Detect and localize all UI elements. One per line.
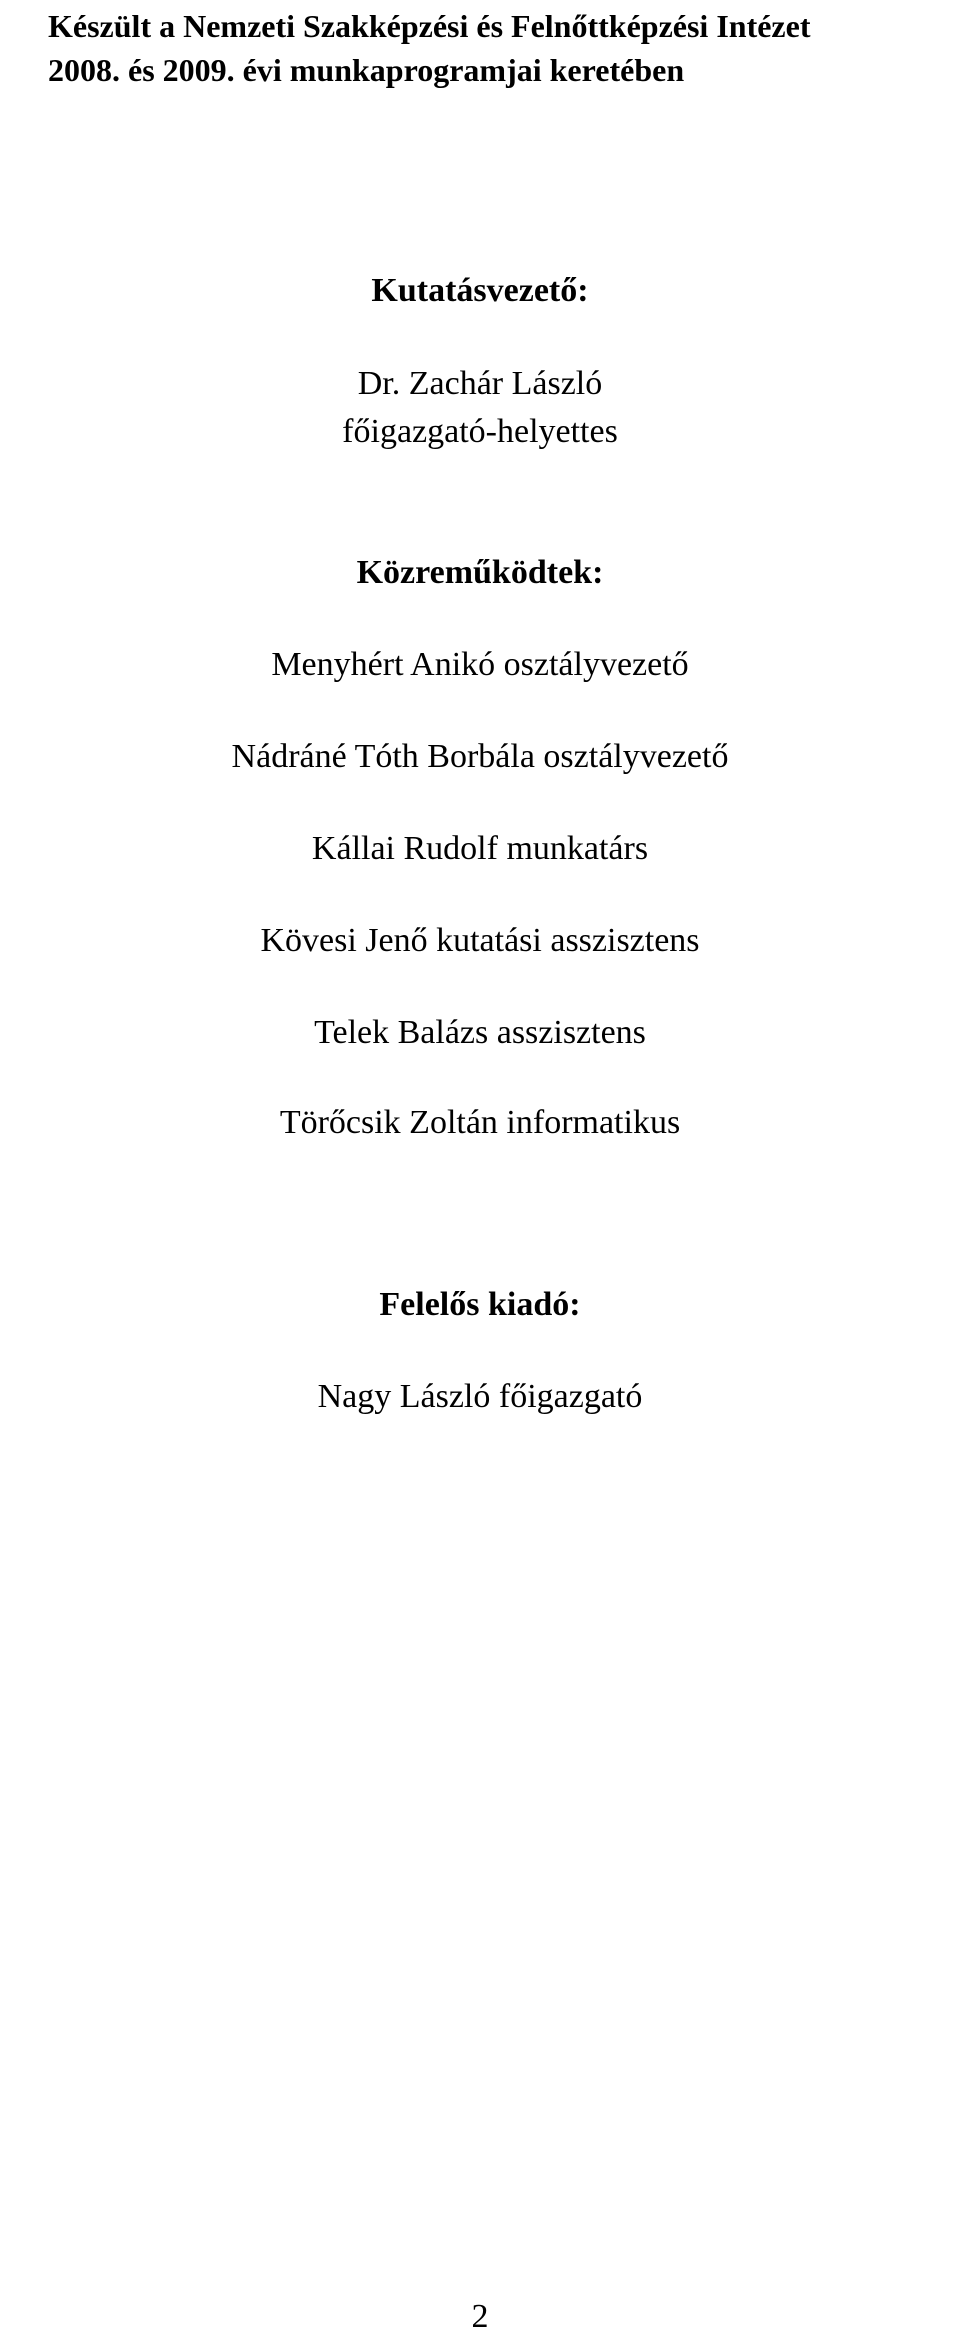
contributor-item: Telek Balázs asszisztens: [314, 1014, 646, 1051]
publisher-name: Nagy László főigazgató: [317, 1378, 643, 1415]
page-number: 2: [471, 2298, 489, 2335]
research-lead-title: főigazgató-helyettes: [342, 413, 618, 450]
document-header: [48, 4, 948, 92]
research-lead-heading: Kutatásvezető:: [371, 272, 589, 309]
header-line-1: Készült a Nemzeti Szakképzési és Felnőttképzési Intézet: [48, 8, 811, 44]
contributor-item: Kállai Rudolf munkatárs: [311, 830, 649, 867]
contributor-item: Törőcsik Zoltán informatikus: [279, 1104, 681, 1141]
contributor-item: Nádráné Tóth Borbála osztályvezető: [231, 738, 729, 775]
research-lead-name: Dr. Zachár László: [357, 365, 603, 402]
contributor-item: Menyhért Anikó osztályvezető: [271, 646, 689, 683]
publisher-heading: Felelős kiadó:: [379, 1286, 581, 1323]
contributors-heading: Közreműködtek:: [356, 554, 604, 591]
contributor-item: Kövesi Jenő kutatási asszisztens: [260, 922, 700, 959]
header-line-2: 2008. és 2009. évi munkaprogramjai keretében: [48, 52, 685, 88]
